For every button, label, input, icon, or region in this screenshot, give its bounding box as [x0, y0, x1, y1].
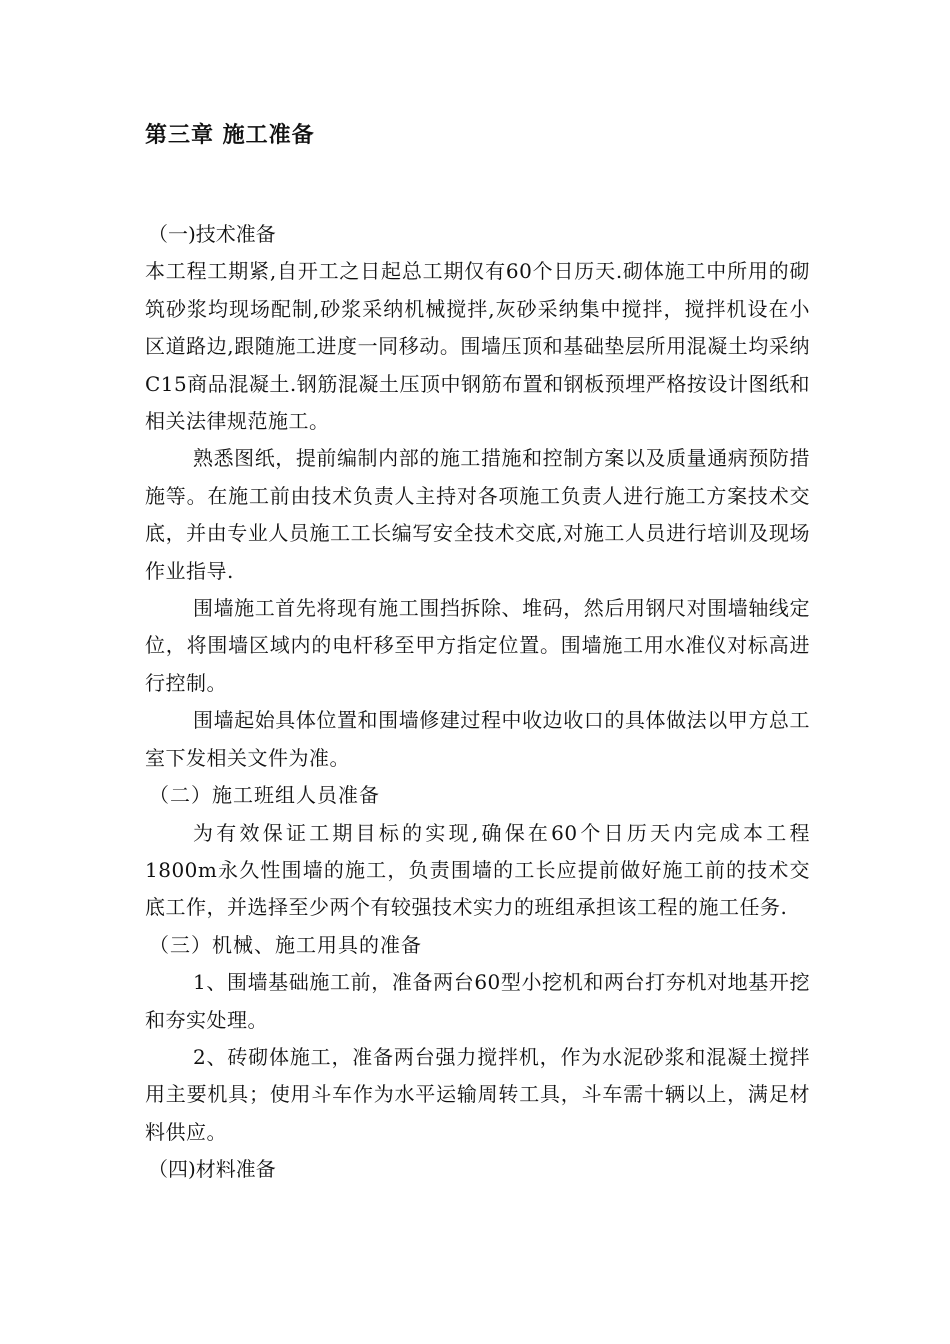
section-heading-machinery: （三）机械、施工用具的准备	[149, 932, 422, 957]
section-heading-crew: （二）施工班组人员准备	[149, 783, 380, 808]
paragraph-crew-preparation: 为有效保证工期目标的实现,确保在60个日历天内完成本工程1800m永久性围墙的施工，负责围墙的工长应提前做好施工前的技术交底工作，并选择至少两个有较强技术实力的班组承担该工程的施工任务.	[145, 820, 810, 920]
document-body	[145, 216, 810, 1189]
chapter-title: 第三章 施工准备	[145, 122, 315, 148]
section-heading-materials: （四)材料准备	[148, 1157, 276, 1182]
paragraph-excavators: 1、围墙基础施工前，准备两台60型小挖机和两台打夯机对地基开挖和夯实处理。	[145, 970, 810, 1032]
paragraph-schedule-and-mortar: 本工程工期紧,自开工之日起总工期仅有60个日历天.砌体施工中所用的砌筑砂浆均现场配制,砂浆采纳机械搅拌,灰砂采纳集中搅拌，搅拌机设在小区道路边,跟随施工进度一同移动。围墙压顶和基础垫层所用混凝土均采纳C15商品混凝土.钢筋混凝土压顶中钢筋布置和钢板预埋严格按设计图纸和相关法律规范施工。	[145, 259, 810, 434]
paragraph-mixers-and-carts: 2、砖砌体施工，准备两台强力搅拌机，作为水泥砂浆和混凝土搅拌用主要机具；使用斗车作为水平运输周转工具，斗车需十辆以上，满足材料供应。	[145, 1044, 810, 1144]
paragraph-wall-positioning: 围墙施工首先将现有施工围挡拆除、堆码，然后用钢尺对围墙轴线定位，将围墙区域内的电杆移至甲方指定位置。围墙施工用水准仪对标高进行控制。	[145, 596, 810, 695]
section-heading-technical: （一)技术准备	[148, 222, 276, 246]
paragraph-drawings-and-briefing: 熟悉图纸，提前编制内部的施工措施和控制方案以及质量通病预防措施等。在施工前由技术负责人主持对各项施工负责人进行施工方案技术交底，并由专业人员施工工长编写安全技术交底,对施工人员进行培训及现场作业指导.	[145, 446, 810, 583]
paragraph-wall-start-position: 围墙起始具体位置和围墙修建过程中收边收口的具体做法以甲方总工室下发相关文件为准。	[145, 708, 810, 770]
